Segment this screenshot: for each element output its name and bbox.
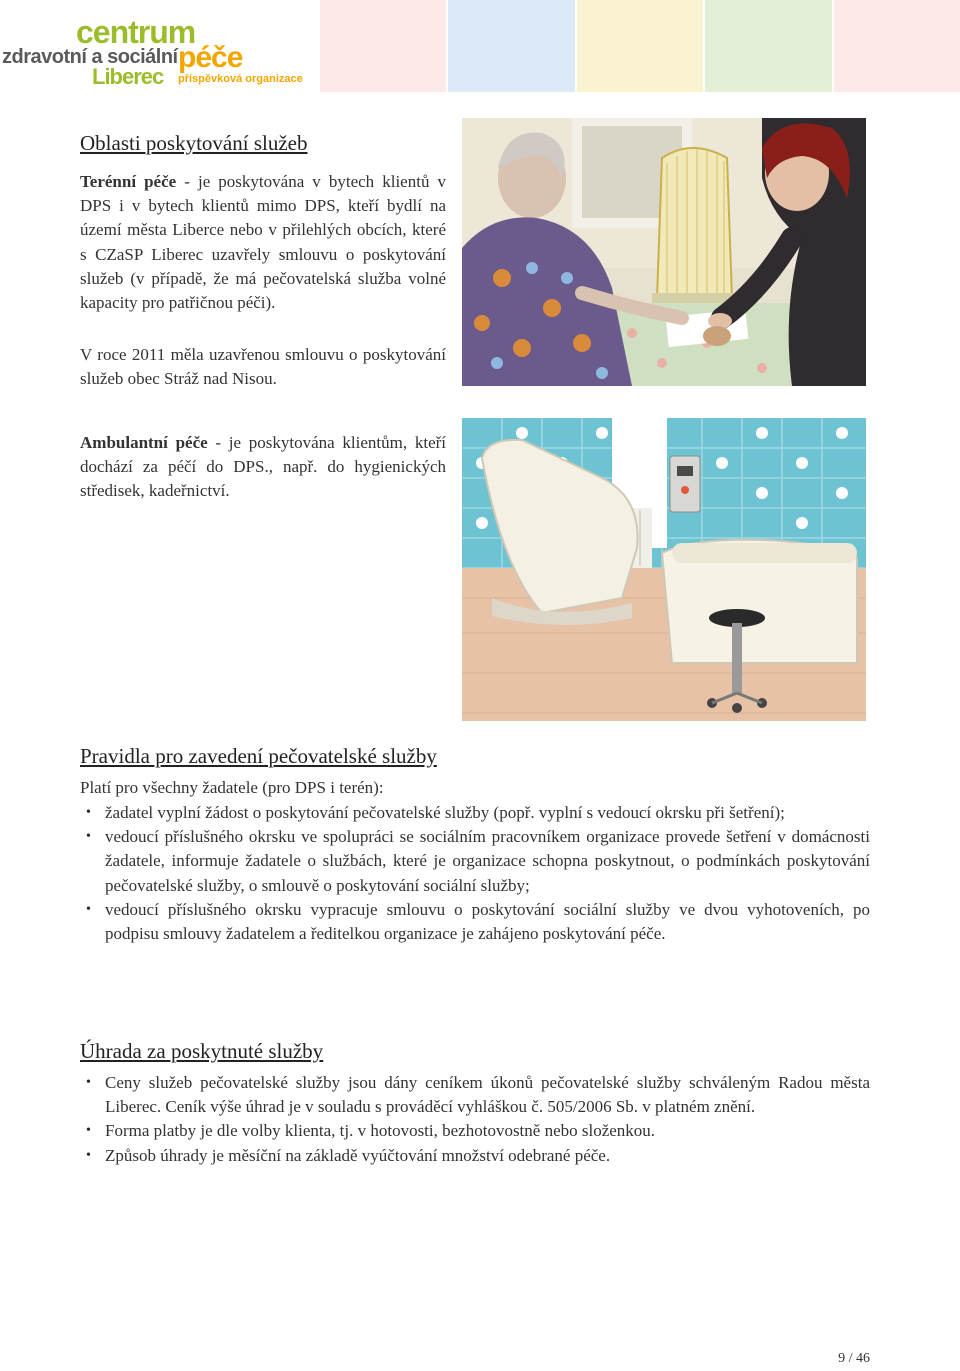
header-band-4 <box>705 0 831 92</box>
uhrada-list <box>80 1071 870 1168</box>
list-item: • vedoucí příslušného okrsku ve spolupráci se sociálním pracovníkem organizace provede šetření v domácnosti žadatele, informuje žadatele o službách, které je organizace schopna poskytnout, o podmínkách poskytování pečovatelské služby, o smlouvě o poskytování sociální služby; <box>80 825 870 898</box>
ambulantni-pece-text: - je poskytována klientům, kteří dochází za péčí do DPS., např. do hygienických středisek, kadeřnictví. <box>80 433 446 501</box>
organization-logo <box>0 8 310 88</box>
term-terenni-pece: Terénní péče <box>80 172 177 191</box>
section-heading-uhrada: Úhrada za poskytnuté služby <box>80 1039 324 1063</box>
photo-caregiver-with-client <box>462 118 866 386</box>
paragraph-terenni-pece <box>80 170 446 315</box>
logo-word-centrum: centrum <box>76 14 196 50</box>
list-item: • vedoucí příslušného okrsku vypracuje smlouvu o poskytování sociální služby ve dvou vyhotoveních, po podpisu smlouvy žadatelem a ředitelkou organizace je zahájeno poskytování péče. <box>80 898 870 946</box>
header-band-3 <box>577 0 703 92</box>
header-band-5 <box>834 0 960 92</box>
header-band-2 <box>448 0 574 92</box>
logo-word-liberec: Liberec <box>92 64 164 89</box>
section-heading-pravidla: Pravidla pro zavedení pečovatelské služby <box>80 744 437 768</box>
page-number: 9 / 46 <box>838 1351 870 1366</box>
pravidla-lead: Platí pro všechny žadatele (pro DPS i terén): <box>80 778 384 797</box>
logo-word-pece: péče <box>178 41 243 74</box>
logo-word-zdravotni: zdravotní a sociální <box>2 46 178 68</box>
bathroom-photo-image <box>462 418 866 721</box>
photo-hygiene-bathroom <box>462 418 866 721</box>
list-item: • Forma platby je dle volby klienta, tj. v hotovosti, bezhotovostně nebo složenkou. <box>80 1119 870 1143</box>
terenni-pece-text: - je poskytována v bytech klientů v DPS i v bytech klientů mimo DPS, kteří bydlí na území města Liberce nebo v přilehlých obcích, které s CZaSP Liberec uzavřely smlouvu o poskytování služeb (v případě, že má pečovatelská služba volné kapacity pro patřičnou péči). <box>80 172 447 313</box>
pravidla-list <box>80 801 870 946</box>
list-item: • Způsob úhrady je měsíční na základě vyúčtování množství odebrané péče. <box>80 1144 870 1168</box>
logo-word-prispevkova: příspěvková organizace <box>178 73 303 85</box>
header-band-1 <box>320 0 446 92</box>
list-item: • Ceny služeb pečovatelské služby jsou dány ceníkem úkonů pečovatelské služby schváleným Radou města Liberec. Ceník výše úhrad je v souladu s prováděcí vyhláškou č. 505/2006 Sb. v platném znění. <box>80 1071 870 1119</box>
caregiver-photo-image <box>462 118 866 386</box>
paragraph-rok-2011: V roce 2011 měla uzavřenou smlouvu o poskytování služeb obec Stráž nad Nisou. <box>80 345 446 389</box>
paragraph-ambulantni-pece <box>80 431 446 504</box>
header-color-bands <box>320 0 960 92</box>
section-heading-oblasti: Oblasti poskytování služeb <box>80 131 308 155</box>
list-item: • žadatel vyplní žádost o poskytování pečovatelské služby (popř. vyplní s vedoucí okrsku při šetření); <box>80 801 870 825</box>
term-ambulantni-pece: Ambulantní péče <box>80 433 208 452</box>
